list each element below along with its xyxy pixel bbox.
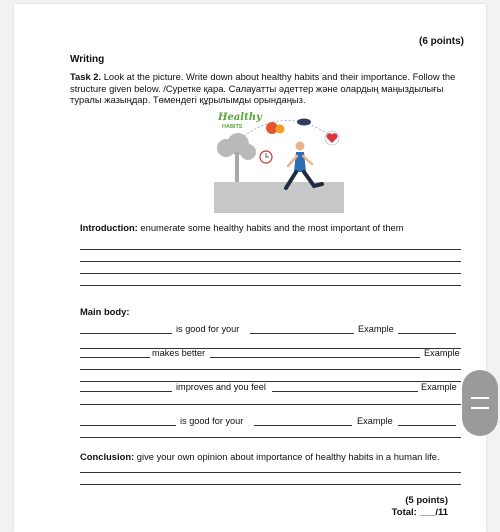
grip-icon bbox=[471, 397, 489, 409]
writing-line[interactable] bbox=[80, 472, 461, 473]
row-1-text: is good for your bbox=[176, 324, 240, 334]
row-2-text: makes better bbox=[152, 348, 206, 358]
task-label: Task 2. bbox=[70, 71, 102, 82]
row-2-example: Example bbox=[424, 348, 460, 358]
worksheet-page bbox=[14, 4, 486, 532]
introduction-text: enumerate some healthy habits and the most important of them bbox=[137, 222, 404, 233]
main-body-label: Main body: bbox=[80, 306, 130, 317]
ground bbox=[214, 182, 344, 213]
tree-canopy-2 bbox=[240, 144, 256, 160]
conclusion-text: give your own opinion about importance of healthy habits in a human life. bbox=[134, 451, 440, 462]
task-instructions bbox=[70, 71, 470, 106]
main-body-row-3[interactable] bbox=[80, 382, 461, 394]
row-4-example: Example bbox=[357, 416, 393, 426]
logo-text-habits: HABITS bbox=[222, 124, 243, 130]
row-1-example: Example bbox=[358, 324, 394, 334]
habits-arc bbox=[244, 120, 336, 140]
row-3-text: improves and you feel bbox=[176, 382, 266, 392]
section-heading-writing: Writing bbox=[70, 54, 105, 65]
main-body-row-4[interactable] bbox=[80, 416, 461, 428]
main-body-row-1[interactable] bbox=[80, 324, 461, 336]
writing-line[interactable] bbox=[80, 285, 461, 286]
writing-line[interactable] bbox=[80, 484, 461, 485]
task-text-en: Look at the picture. Write down about healthy habits and their importance. Follow the structure given below. bbox=[70, 71, 456, 94]
footer-points: (5 points) bbox=[405, 495, 448, 506]
task-points: (6 points) bbox=[419, 36, 464, 47]
row-4-text: is good for your bbox=[180, 416, 244, 426]
writing-line[interactable] bbox=[80, 437, 461, 438]
writing-line[interactable] bbox=[80, 404, 461, 405]
conclusion-prompt bbox=[80, 451, 440, 462]
row-3-example: Example bbox=[421, 382, 457, 392]
writing-line[interactable] bbox=[80, 261, 461, 262]
writing-line[interactable] bbox=[80, 249, 461, 250]
task-text-kz: /Суретке қара. Салауатты әдеттер және олардың маңыздылығы туралы жазыңдар. Төмендегі құрылымды орындаңыз. bbox=[70, 82, 444, 105]
logo-text-healthy: Healthy bbox=[218, 112, 262, 123]
runner-head bbox=[296, 142, 305, 151]
runner-shirt bbox=[294, 152, 306, 172]
main-body-row-2[interactable] bbox=[80, 348, 461, 360]
writing-line[interactable] bbox=[80, 273, 461, 274]
dumbbell-icon bbox=[297, 119, 311, 126]
fruit-icon-2 bbox=[276, 125, 285, 134]
healthy-habits-illustration bbox=[214, 108, 344, 213]
conclusion-label: Conclusion: bbox=[80, 451, 135, 462]
total-score: Total: ___/11 bbox=[391, 507, 448, 518]
introduction-prompt bbox=[80, 222, 404, 233]
introduction-label: Introduction: bbox=[80, 222, 138, 233]
writing-line[interactable] bbox=[80, 369, 461, 370]
scroll-handle[interactable] bbox=[462, 370, 498, 436]
tree-trunk bbox=[235, 152, 239, 182]
main-body-heading bbox=[80, 306, 129, 317]
